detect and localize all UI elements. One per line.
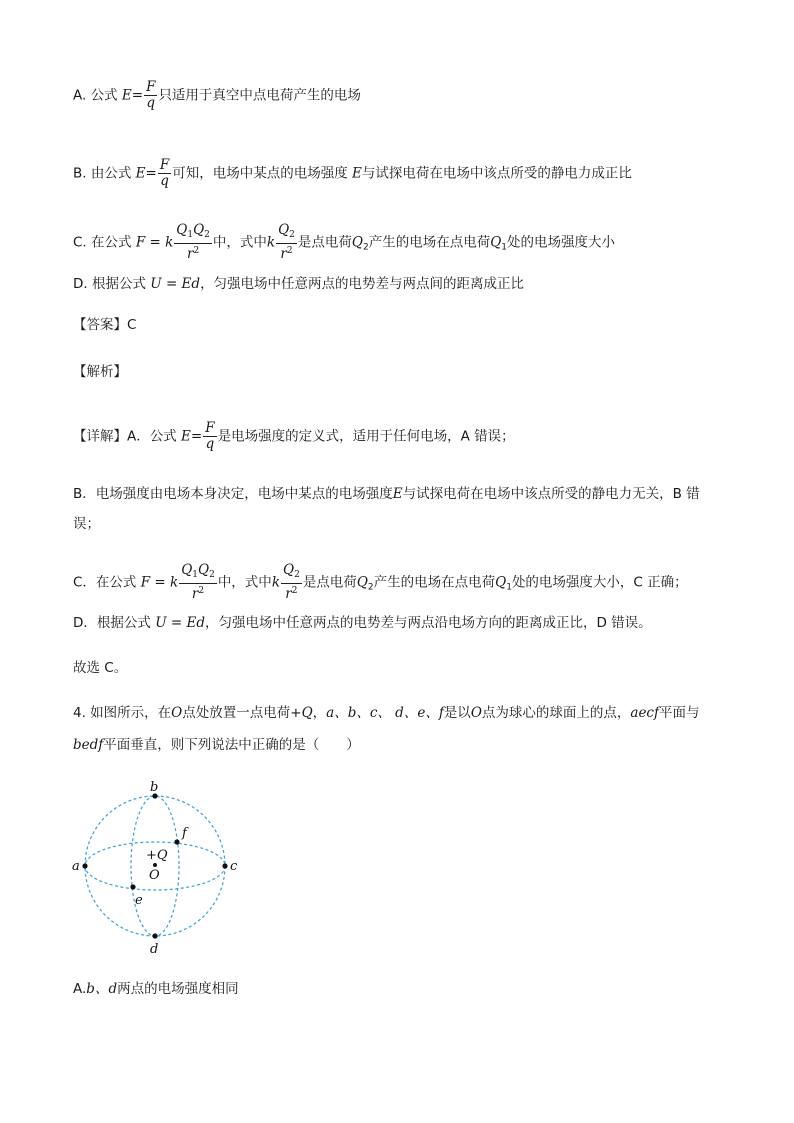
label-f: f: [182, 826, 187, 841]
detail-c: C．在公式 F = k $\frac{Q_1Q_2}{r^2}$ 中，式中k $\frac{Q_2}{r^2}$ 是点电荷$Q_2$产生的电场在点电荷$Q_1$处的电场强度大小，C 正确；: [73, 562, 688, 602]
fraction: $\frac{F}{q}$: [159, 157, 170, 189]
point-e: [130, 884, 135, 889]
answer: 【答案】C: [73, 317, 137, 333]
detail-b-line2: 误；: [73, 516, 100, 532]
fraction: $\frac{Q_2}{r^2}$: [278, 222, 295, 262]
label-d: d: [150, 942, 159, 957]
sphere-diagram: [60, 775, 260, 965]
detail-a: 【详解】A．公式 E= $\frac{F}{q}$ 是电场强度的定义式，适用于任何电场，A 错误；: [73, 420, 515, 452]
label-a: a: [72, 859, 80, 874]
option-a: A. 公式 E= $\frac{F}{q}$ 只适用于真空中点电荷产生的电场: [73, 79, 361, 111]
fraction: $\frac{Q_1Q_2}{r^2}$: [181, 562, 215, 602]
detail-d: D．根据公式 U = Ed，匀强电场中任意两点的电势差与两点沿电场方向的距离成正比，D 错误。: [73, 615, 652, 631]
conclusion: 故选 C。: [73, 660, 128, 676]
label-e: e: [135, 893, 143, 908]
question4-line1: 4. 如图所示，在O点处放置一点电荷+Q，a、b、c、 d、e、f是以O点为球心的球面上的点，aecf平面与: [73, 705, 700, 721]
option-d: D. 根据公式 U = Ed，匀强电场中任意两点的电势差与两点间的距离成正比: [73, 276, 525, 292]
point-d: [152, 933, 157, 938]
q4-option-a: A.b、d两点的电场强度相同: [73, 981, 239, 997]
point-a: [82, 863, 87, 868]
label-charge: +Q: [146, 848, 168, 863]
point-o: [153, 863, 157, 867]
option-b: B. 由公式 E= $\frac{F}{q}$ 可知，电场中某点的电场强度 E与试探电荷在电场中该点所受的静电力成正比: [73, 157, 632, 189]
label-b: b: [150, 780, 159, 795]
option-c: C. 在公式 F = k $\frac{Q_1Q_2}{r^2}$ 中，式中k $\frac{Q_2}{r^2}$ 是点电荷$Q_2$产生的电场在点电荷$Q_1$处的电场强度大小: [73, 222, 616, 262]
label-center: O: [149, 868, 160, 883]
fraction: $\frac{Q_1Q_2}{r^2}$: [176, 222, 210, 262]
fraction: $\frac{Q_2}{r^2}$: [283, 562, 300, 602]
question4-line2: bedf平面垂直，则下列说法中正确的是（ ）: [73, 737, 360, 753]
point-f: [174, 839, 179, 844]
fraction: $\frac{F}{q}$: [205, 420, 215, 452]
point-c: [222, 863, 227, 868]
label-c: c: [230, 859, 238, 874]
detail-b-line1: B．电场强度由电场本身决定，电场中某点的电场强度E与试探电荷在电场中该点所受的静电力无关，B 错: [73, 486, 700, 502]
analysis-label: 【解析】: [73, 364, 127, 380]
formula-lhs: E=: [121, 87, 144, 104]
fraction: $\frac{F}{q}$: [146, 79, 156, 111]
